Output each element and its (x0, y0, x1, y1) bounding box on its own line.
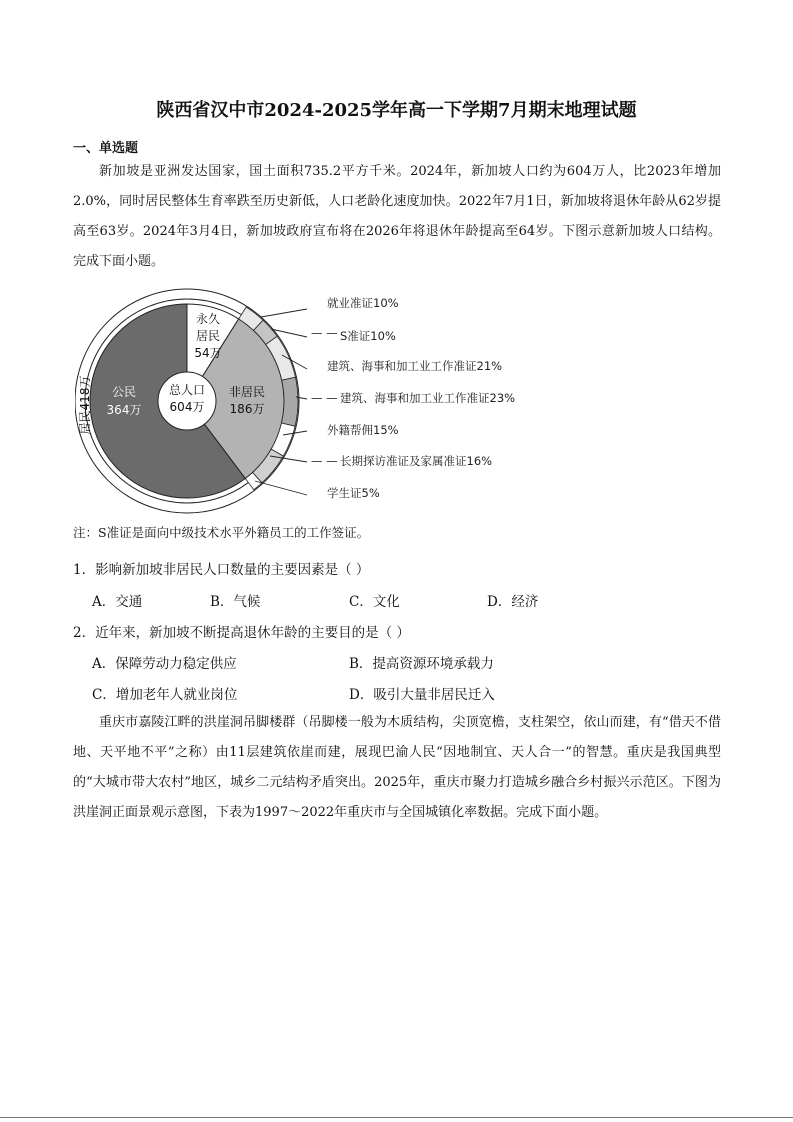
q2-option-d[interactable]: D．吸引大量非居民迁入 (349, 687, 495, 703)
passage-chongqing: 重庆市嘉陵江畔的洪崖洞吊脚楼群（吊脚楼一般为木质结构，尖顶宽檐，支柱架空，依山而建，有“借天不借地、天平地不平”之称）由11层建筑依崖而建，展现巴渝人民“因地制宜、天人合一”的智慧。重庆是我国典型的“大城市带大农村”地区，城乡二元结构矛盾突出。2025年，重庆市聚力打造城乡融合乡村振兴示范区。下图为洪崖洞正面景观示意图，下表为1997～2022年重庆市与全国城镇化率数据。完成下面小题。 (73, 715, 721, 820)
chart-note: 注：S准证是面向中级技术水平外籍员工的工作签证。 (73, 525, 370, 540)
page-bottom-rule (0, 1117, 793, 1118)
pr-value: 54万 (194, 346, 222, 360)
legend-dash: — — (311, 454, 338, 468)
legend-long-term-visit: 长期探访准证及家属准证16% (340, 454, 493, 468)
citizen-label: 公民 (111, 385, 137, 399)
legend-domestic-helper: 外籍帮佣15% (327, 423, 399, 437)
q2-option-c[interactable]: C．增加老年人就业岗位 (92, 687, 238, 703)
page-title: 陕西省汉中市2024-2025学年高一下学期7月期末地理试题 (156, 100, 637, 121)
citizen-value: 364万 (106, 403, 142, 417)
total-value: 604万 (169, 400, 205, 414)
total-label: 总人口 (168, 383, 206, 397)
legend-employment-pass: 就业准证10% (327, 296, 399, 310)
legend-student-pass: 学生证5% (327, 486, 380, 500)
q2-option-a[interactable]: A．保障劳动力稳定供应 (92, 656, 237, 672)
legend-dash: — — (311, 391, 338, 405)
passage-singapore: 新加坡是亚洲发达国家，国土面积735.2平方千米。2024年，新加坡人口约为604万人，比2023年增加2.0%，同时居民整体生育率跌至历史新低，人口老龄化速度加快。2022年7月1日，新加坡将退休年龄从62岁提高至63岁。2024年3月4日，新加坡政府宣布将在2026年将退休年龄提高至64岁。下图示意新加坡人口结构。完成下面小题。 (73, 164, 721, 269)
population-structure-chart (75, 285, 545, 517)
legend-work-permit-23: 建筑、海事和加工业工作准证23% (340, 391, 516, 405)
q2-option-b[interactable]: B．提高资源环境承载力 (349, 656, 494, 672)
section-heading: 一、单选题 (73, 141, 139, 156)
pr-label-1: 永久 (195, 312, 221, 326)
q1-option-c[interactable]: C．文化 (349, 594, 400, 610)
q1-option-b[interactable]: B．气候 (210, 594, 261, 610)
resident-ring-label: 居民418万 (78, 375, 92, 435)
nonresident-label: 非居民 (228, 385, 266, 399)
pr-label-2: 居民 (195, 329, 221, 343)
legend-work-permit-21: 建筑、海事和加工业工作准证21% (327, 359, 503, 373)
legend-s-pass: S准证10% (340, 329, 396, 343)
question-2: 2．近年来，新加坡不断提高退休年龄的主要目的是（ ） (73, 625, 410, 641)
legend-dash: — — (311, 326, 338, 340)
nonresident-segment-3 (281, 377, 298, 426)
question-1: 1．影响新加坡非居民人口数量的主要因素是（ ） (73, 562, 370, 578)
nonresident-value: 186万 (229, 402, 265, 416)
q1-option-a[interactable]: A．交通 (92, 594, 143, 610)
q1-option-d[interactable]: D．经济 (487, 594, 539, 610)
